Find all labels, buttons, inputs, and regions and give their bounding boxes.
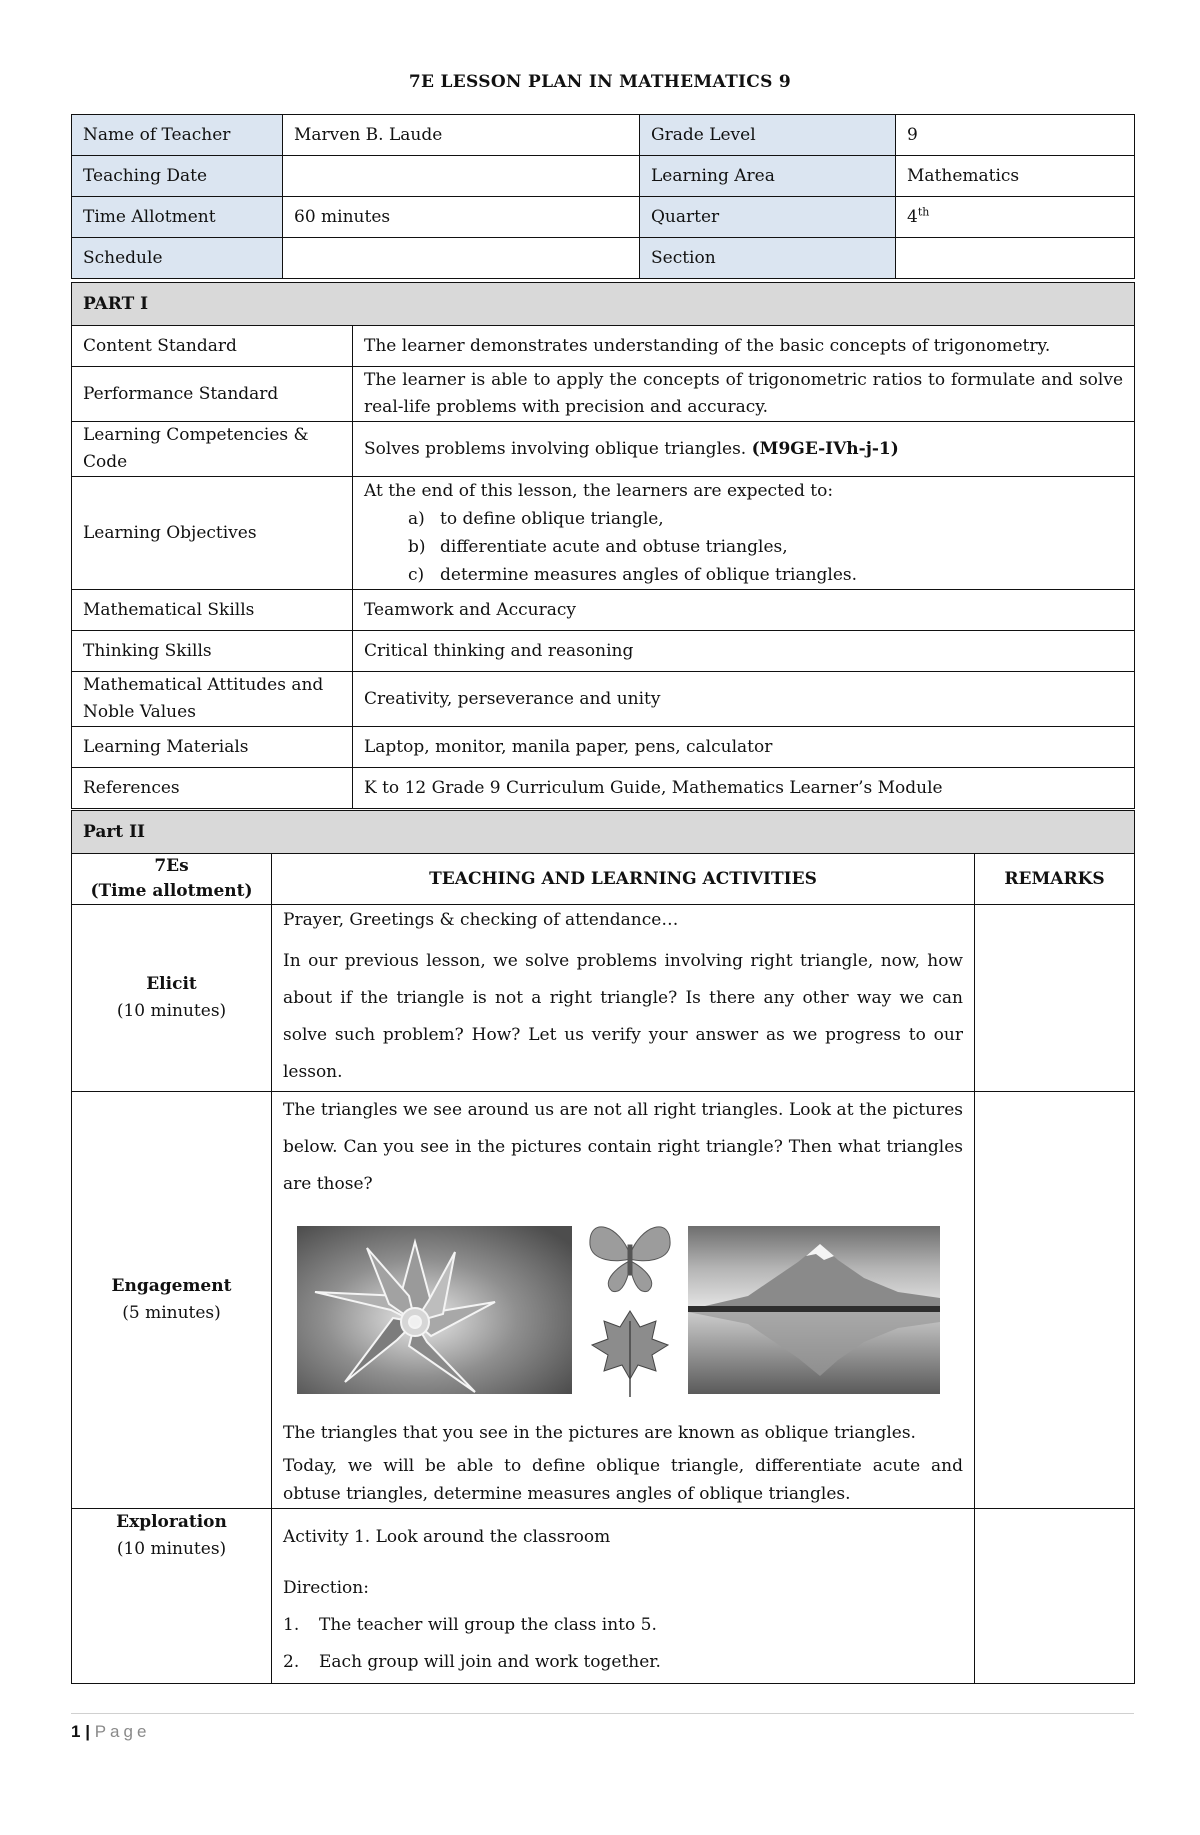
thinking-skills-label: Thinking Skills: [72, 631, 353, 672]
phase-exploration: [72, 1509, 272, 1684]
references-label: References: [72, 768, 353, 809]
teacher-info-table: [71, 114, 1135, 279]
phase-elicit: [72, 905, 272, 1092]
succulent-image: [297, 1226, 572, 1394]
competencies-label: Learning Competencies & Code: [72, 422, 353, 477]
phase-engagement: [72, 1092, 272, 1509]
competencies-cell: [353, 422, 1135, 477]
area-label: Learning Area: [640, 156, 896, 197]
math-skills-label: Mathematical Skills: [72, 590, 353, 631]
phase-time: (5 minutes): [122, 1303, 221, 1323]
attitudes-label: Mathematical Attitudes and Noble Values: [72, 672, 353, 727]
engagement-pictures: [297, 1215, 963, 1405]
objective-text: determine measures angles of oblique triangles.: [440, 565, 858, 585]
step-number: 1.: [283, 1615, 300, 1635]
engagement-activities: [272, 1092, 975, 1509]
page-title: 7E LESSON PLAN IN MATHEMATICS 9: [408, 72, 792, 92]
elicit-question: In our previous lesson, we solve problems involving right triangle, now, how about if the triangle is not a right triangle? Is there any other way we can solve such problem? How? Let us verify your answer as we progress to our lesson.: [283, 951, 963, 1082]
list-item: [408, 561, 1123, 589]
exploration-activities: [272, 1509, 975, 1684]
part2-table: [71, 810, 1135, 1684]
objective-marker: c): [408, 565, 425, 585]
performance-standard: The learner is able to apply the concepts of trigonometric ratios to formulate and solve real-life problems with precision and accuracy.: [353, 367, 1135, 422]
page-number: 1: [71, 1722, 81, 1741]
time-value: 60 minutes: [283, 197, 640, 238]
exploration-direction: Direction:: [283, 1578, 369, 1598]
exploration-steps: [283, 1607, 963, 1681]
engagement-remarks: [975, 1092, 1135, 1509]
engagement-intro: The triangles we see around us are not all right triangles. Look at the pictures below. Can you see in the pictures contain right triangle? Then what triangles are those?: [283, 1100, 963, 1194]
quarter-suffix: th: [917, 205, 930, 219]
mountain-image: [688, 1226, 940, 1394]
area-value: Mathematics: [896, 156, 1135, 197]
header-remarks: REMARKS: [975, 854, 1135, 905]
step-text: The teacher will group the class into 5.: [319, 1615, 657, 1635]
thinking-skills: Critical thinking and reasoning: [353, 631, 1135, 672]
engagement-statement: The triangles that you see in the pictures are known as oblique triangles.: [283, 1423, 916, 1443]
header-7es-sub: (Time allotment): [90, 881, 253, 901]
quarter-number: 4: [907, 207, 918, 227]
date-value: [283, 156, 640, 197]
schedule-label: Schedule: [72, 238, 283, 279]
list-item: [408, 533, 1123, 561]
list-item: [408, 505, 1123, 533]
phase-time: (10 minutes): [116, 1001, 227, 1021]
header-activities: TEACHING AND LEARNING ACTIVITIES: [272, 854, 975, 905]
performance-standard-label: Performance Standard: [72, 367, 353, 422]
engagement-objectives: Today, we will be able to define oblique triangle, differentiate acute and obtuse triangles, determine measures angles of oblique triangles.: [283, 1456, 963, 1504]
step-text: Each group will join and work together.: [319, 1652, 661, 1672]
step-number: 2.: [283, 1652, 300, 1672]
exploration-activity-title: Activity 1. Look around the classroom: [283, 1527, 611, 1547]
phase-time: (10 minutes): [116, 1539, 227, 1559]
header-7es-title: 7Es: [154, 856, 189, 876]
time-label: Time Allotment: [72, 197, 283, 238]
elicit-activities: [272, 905, 975, 1092]
objectives-list: [364, 505, 1123, 589]
list-item: [283, 1607, 963, 1644]
math-skills: Teamwork and Accuracy: [353, 590, 1135, 631]
materials: Laptop, monitor, manila paper, pens, calculator: [353, 727, 1135, 768]
page-label: Page: [94, 1722, 151, 1741]
schedule-value: [283, 238, 640, 279]
date-label: Teaching Date: [72, 156, 283, 197]
grade-value: 9: [896, 115, 1135, 156]
list-item: [283, 1644, 963, 1681]
part2-heading: Part II: [72, 811, 1135, 854]
elicit-remarks: [975, 905, 1135, 1092]
footer-divider: [71, 1713, 1134, 1714]
materials-label: Learning Materials: [72, 727, 353, 768]
header-7es: [72, 854, 272, 905]
part1-table: [71, 282, 1135, 809]
phase-name: Elicit: [146, 974, 197, 994]
part1-heading: PART I: [72, 283, 1135, 326]
page-footer: [71, 1722, 150, 1742]
objective-text: to define oblique triangle,: [440, 509, 664, 529]
quarter-label: Quarter: [640, 197, 896, 238]
competencies: Solves problems involving oblique triangles.: [364, 439, 747, 459]
teacher-label: Name of Teacher: [72, 115, 283, 156]
competencies-code: (M9GE-IVh-j-1): [751, 439, 899, 459]
objective-marker: b): [408, 537, 426, 557]
objective-text: differentiate acute and obtuse triangles,: [440, 537, 788, 557]
content-standard: The learner demonstrates understanding of the basic concepts of trigonometry.: [353, 326, 1135, 367]
elicit-intro: Prayer, Greetings & checking of attendance…: [283, 910, 679, 930]
content-standard-label: Content Standard: [72, 326, 353, 367]
references: K to 12 Grade 9 Curriculum Guide, Mathematics Learner’s Module: [353, 768, 1135, 809]
objectives-label: Learning Objectives: [72, 477, 353, 590]
objectives-cell: [353, 477, 1135, 590]
quarter-value: [896, 197, 1135, 238]
grade-label: Grade Level: [640, 115, 896, 156]
phase-name: Exploration: [116, 1512, 227, 1532]
phase-name: Engagement: [111, 1276, 232, 1296]
section-label: Section: [640, 238, 896, 279]
butterfly-leaf-image: [586, 1215, 674, 1405]
attitudes: Creativity, perseverance and unity: [353, 672, 1135, 727]
footer-separator: |: [85, 1722, 90, 1741]
objective-marker: a): [408, 509, 425, 529]
objectives-intro: At the end of this lesson, the learners are expected to:: [364, 481, 834, 501]
teacher-value: Marven B. Laude: [283, 115, 640, 156]
exploration-remarks: [975, 1509, 1135, 1684]
section-value: [896, 238, 1135, 279]
